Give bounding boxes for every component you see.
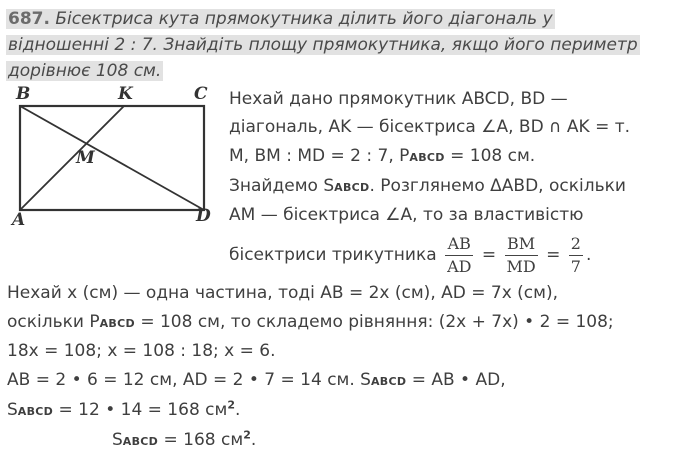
rectangle-figure <box>6 82 220 232</box>
vertex-m-label: M <box>76 148 95 168</box>
area-subscript: ABCD <box>334 181 370 194</box>
bisector-ak <box>20 106 124 210</box>
problem-line-2 <box>6 32 690 58</box>
problem-statement <box>6 6 690 84</box>
squared-superscript: 2 <box>227 398 235 412</box>
fraction-3-numerator: 2 <box>569 233 583 256</box>
solution-text-1: Нехай дано прямокутник ABCD, BD — <box>229 89 568 109</box>
problem-text-3: дорівнює 108 см. <box>8 61 162 81</box>
solution-text-8a: оскільки P <box>7 312 100 332</box>
vertex-c-label: C <box>194 84 208 104</box>
perimeter-subscript-2: ABCD <box>99 317 135 330</box>
solution-text-4a: Знайдемо S <box>229 176 335 196</box>
solution-line-4 <box>229 171 626 201</box>
equals-sign-1: = <box>481 245 497 265</box>
solution-line-1 <box>229 84 568 114</box>
solution-line-2 <box>229 112 630 142</box>
fraction-bm-md <box>505 233 538 278</box>
solution-text-4b: . Розглянемо ΔABD, оскільки <box>369 176 626 196</box>
fraction-2-numerator: BM <box>505 233 538 256</box>
answer-line <box>112 425 256 455</box>
problem-text-2: відношенні 2 : 7. Знайдіть площу прямокутника, якщо його периметр <box>8 35 638 55</box>
solution-line-7 <box>7 278 558 308</box>
answer-text-b: = 168 см <box>158 430 244 450</box>
fraction-1-numerator: AB <box>445 233 473 256</box>
solution-line-6 <box>229 230 591 280</box>
solution-text-7: Нехай x (см) — одна частина, тоді AB = 2x (см), AD = 7x (см), <box>7 283 559 303</box>
equals-sign-2: = <box>546 245 561 265</box>
vertex-b-label: B <box>16 84 31 104</box>
rectangle-diagram <box>6 82 220 232</box>
solution-text-5: AM — бісектриса ∠A, то за властивістю <box>229 205 584 225</box>
problem-line-3 <box>6 58 690 84</box>
solution-text-10a: AB = 2 • 6 = 12 см, AD = 2 • 7 = 14 см. S <box>7 370 371 390</box>
problem-line-1 <box>6 6 690 32</box>
diagonal-bd <box>20 106 204 210</box>
answer-text-a: S <box>112 430 123 450</box>
fraction-2-7 <box>569 233 583 278</box>
solution-line-8 <box>7 307 614 337</box>
answer-subscript: ABCD <box>122 435 159 448</box>
solution-text-6: бісектриси трикутника <box>229 245 437 265</box>
vertex-a-label: A <box>12 210 26 230</box>
fraction-ab-ad <box>445 233 473 278</box>
vertex-d-label: D <box>196 206 211 226</box>
answer-superscript: 2 <box>243 428 251 442</box>
solution-line-3 <box>229 141 535 171</box>
solution-text-2: діагональ, AK — бісектриса ∠A, BD ∩ AK = т. <box>229 117 631 137</box>
solution-text-11b: = 12 • 14 = 168 см <box>53 400 228 420</box>
area-subscript-3: ABCD <box>17 405 54 418</box>
fraction-3-denominator: 7 <box>570 256 581 276</box>
solution-line-11 <box>7 395 240 425</box>
solution-text-11a: S <box>7 400 18 420</box>
answer-text-c: . <box>250 430 257 450</box>
solution-text-9: 18x = 108; x = 108 : 18; x = 6. <box>7 341 276 361</box>
problem-text-1: Бісектриса кута прямокутника ділить його діагональ у <box>55 9 553 29</box>
vertex-k-label: K <box>118 84 133 104</box>
solution-line-10 <box>7 365 506 395</box>
fraction-1-denominator: AD <box>447 256 472 276</box>
perimeter-subscript: ABCD <box>409 151 445 164</box>
solution-text-3b: = 108 см. <box>444 146 536 166</box>
solution-line-5 <box>229 200 583 230</box>
solution-text-11c: . <box>235 400 241 420</box>
solution-text-8b: = 108 см, то складемо рівняння: (2x + 7x) • 2 = 108; <box>134 312 614 332</box>
problem-number: 687. <box>8 9 50 29</box>
line-6-period: . <box>585 245 592 265</box>
problem-highlight-1 <box>6 9 555 29</box>
solution-text-3a: M, BM : MD = 2 : 7, P <box>229 146 410 166</box>
solution-line-9 <box>7 336 276 366</box>
area-subscript-2: ABCD <box>370 375 407 388</box>
solution-text-10b: = AB • AD, <box>406 370 506 390</box>
fraction-2-denominator: MD <box>506 256 536 276</box>
